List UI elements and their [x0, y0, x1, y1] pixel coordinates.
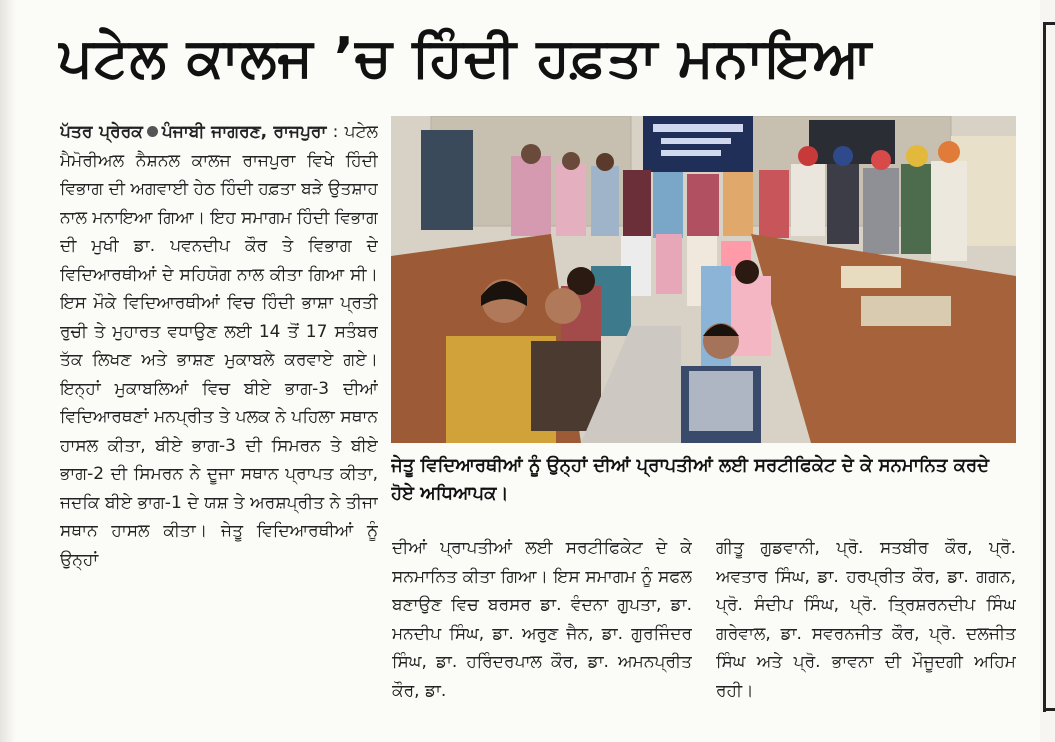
article-column-3: ਗੀਤੂ ਗੁਡਵਾਨੀ, ਪ੍ਰੋ. ਸਤਬੀਰ ਕੌਰ, ਪ੍ਰੋ. ਅਵਤਾਰ ਸਿੰਘ, ਡਾ. ਹਰਪ੍ਰੀਤ ਕੌਰ, ਡਾ. ਗਗਨ, ਪ੍ਰੋ. ਸੰਦੀਪ ਸਿੰਘ, ਪ੍ਰੋ. ਤ੍ਰਿਸ਼ਰਨਦੀਪ ਸਿੰਘ ਗਰੇਵਾਲ, ਡਾ. ਸਵਰਨਜੀਤ ਕੌਰ, ਪ੍ਰੋ. ਦਲਜੀਤ ਸਿੰਘ ਅਤੇ ਪ੍ਰੋ. ਭਾਵਨਾ ਦੀ ਮੌਜੂਦਗੀ ਅਹਿਮ ਰਹੀ। — [716, 538, 1016, 701]
bullet-dot-icon — [147, 126, 158, 137]
article-column-1 — [60, 118, 378, 728]
event-photo — [391, 116, 1016, 443]
byline-paper: ਪੰਜਾਬੀ ਜਾਗਰਣ, — [161, 122, 268, 142]
photo-caption: ਜੇਤੂ ਵਿਦਿਆਰਥੀਆਂ ਨੂੰ ਉਨ੍ਹਾਂ ਦੀਆਂ ਪ੍ਰਾਪਤੀਆਂ ਲਈ ਸਰਟੀਫਿਕੇਟ ਦੇ ਕੇ ਸਨਮਾਨਿਤ ਕਰਦੇ ਹੋਏ ਅਧਿਆਪਕ। — [391, 455, 990, 504]
byline-reporter: ਪੱਤਰ ਪ੍ਰੇਰਕ — [60, 122, 143, 142]
page-fold-shadow — [0, 0, 16, 742]
column-rule-bottom — [1043, 708, 1055, 711]
column-rule — [1043, 22, 1046, 712]
dateline: ਰਾਜਪੁਰਾ — [273, 122, 327, 142]
article-body-part-1: : ਪਟੇਲ ਮੈਮੋਰੀਅਲ ਨੈਸ਼ਨਲ ਕਾਲਜ ਰਾਜਪੁਰਾ ਵਿਖੇ ਹਿੰਦੀ ਵਿਭਾਗ ਦੀ ਅਗਵਾਈ ਹੇਠ ਹਿੰਦੀ ਹਫ਼ਤਾ ਬੜੇ ਉਤਸ਼ਾਹ ਨਾਲ ਮਨਾਇਆ ਗਿਆ। ਇਹ ਸਮਾਗਮ ਹਿੰਦੀ ਵਿਭਾਗ ਦੀ ਮੁਖੀ ਡਾ. ਪਵਨਦੀਪ ਕੌਰ ਤੇ ਵਿਭਾਗ ਦੇ ਵਿਦਿਆਰਥੀਆਂ ਦੇ ਸਹਿਯੋਗ ਨਾਲ ਕੀਤਾ ਗਿਆ ਸੀ। ਇਸ ਮੌਕੇ ਵਿਦਿਆਰਥੀਆਂ ਵਿਚ ਹਿੰਦੀ ਭਾਸ਼ਾ ਪ੍ਰਤੀ ਰੁਚੀ ਤੇ ਮੁਹਾਰਤ ਵਧਾਉਣ ਲਈ 14 ਤੋਂ 17 ਸਤੰਬਰ ਤੱਕ ਲਿਖਣ ਅਤੇ ਭਾਸ਼ਣ ਮੁਕਾਬਲੇ ਕਰਵਾਏ ਗਏ। ਇਨ੍ਹਾਂ ਮੁਕਾਬਲਿਆਂ ਵਿਚ ਬੀਏ ਭਾਗ-3 ਦੀਆਂ ਵਿਦਿਆਰਥਣਾਂ ਮਨਪ੍ਰੀਤ ਤੇ ਪਲਕ ਨੇ ਪਹਿਲਾ ਸਥਾਨ ਹਾਸਲ ਕੀਤਾ, ਬੀਏ ਭਾਗ-3 ਦੀ ਸਿਮਰਨ ਤੇ ਬੀਏ ਭਾਗ-2 ਦੀ ਸਿਮਰਨ ਨੇ ਦੂਜਾ ਸਥਾਨ ਪ੍ਰਾਪਤ ਕੀਤਾ, ਜਦਕਿ ਬੀਏ ਭਾਗ-1 ਦੇ ਯਸ਼ ਤੇ ਅਰਸ਼ਪ੍ਰੀਤ ਨੇ ਤੀਜਾ ਸਥਾਨ ਹਾਸਲ ਕੀਤਾ। ਜੇਤੂ ਵਿਦਿਆਰਥੀਆਂ ਨੂੰ ਉਨ੍ਹਾਂ — [60, 122, 378, 570]
article-column-2: ਦੀਆਂ ਪ੍ਰਾਪਤੀਆਂ ਲਈ ਸਰਟੀਫਿਕੇਟ ਦੇ ਕੇ ਸਨਮਾਨਿਤ ਕੀਤਾ ਗਿਆ। ਇਸ ਸਮਾਗਮ ਨੂੰ ਸਫਲ ਬਣਾਉਣ ਵਿਚ ਬਰਸਰ ਡਾ. ਵੰਦਨਾ ਗੁਪਤਾ, ਡਾ. ਮਨਦੀਪ ਸਿੰਘ, ਡਾ. ਅਰੁਣ ਜੈਨ, ਡਾ. ਗੁਰਜਿੰਦਰ ਸਿੰਘ, ਡਾ. ਹਰਿੰਦਰਪਾਲ ਕੌਰ, ਡਾ. ਅਮਨਪ੍ਰੀਤ ਕੌਰ, ਡਾ. — [392, 538, 692, 701]
column-rule-top — [1043, 22, 1055, 25]
headline: ਪਟੇਲ ਕਾਲਜ ’ਚ ਹਿੰਦੀ ਹਫ਼ਤਾ ਮਨਾਇਆ — [58, 26, 873, 89]
